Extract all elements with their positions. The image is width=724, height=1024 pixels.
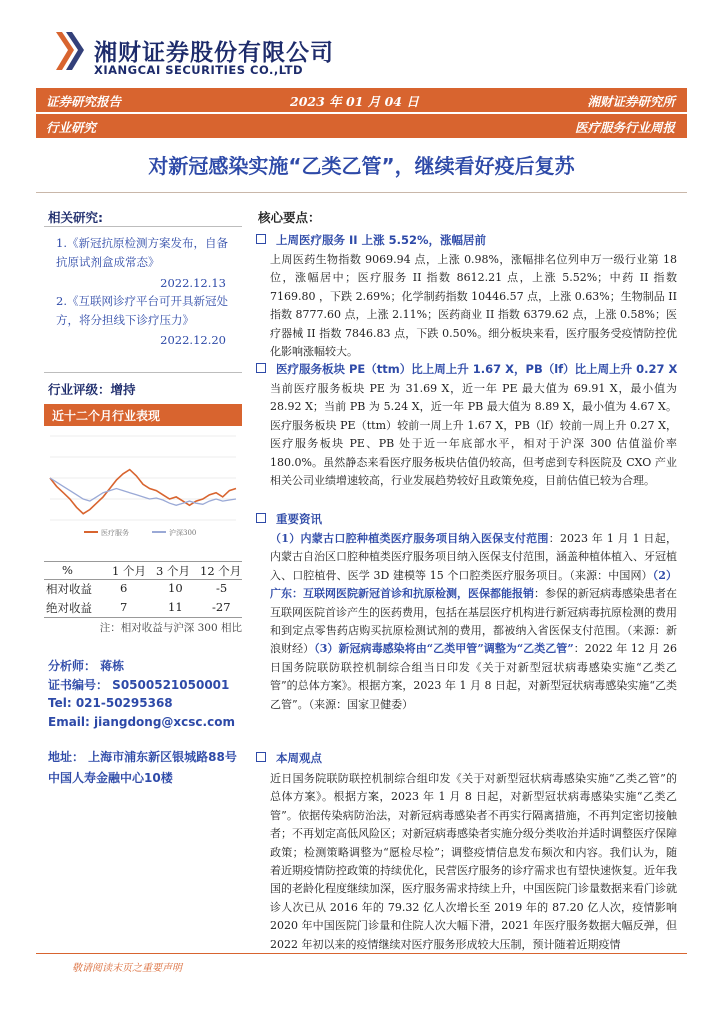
report-date: 2023 年 01 月 04 日 bbox=[290, 94, 419, 109]
related-date: 2022.12.13 bbox=[160, 276, 226, 290]
table-header-cell: 3 个月 bbox=[156, 564, 190, 578]
section-heading: 上周医疗服务 II 上涨 5.52%，涨幅居前 bbox=[276, 233, 486, 247]
news-title: （3）新冠病毒感染将由“乙类甲管”调整为“乙类乙管” bbox=[314, 642, 574, 656]
news-items bbox=[270, 530, 677, 714]
footer-divider bbox=[36, 953, 687, 954]
news-text: ：2022 年 12 月 26 日国务院联防联控机制综合组当日印发《关于对新型冠状病毒感染实施“乙类乙管”的总体方案》。根据方案，2023 年 1 月 8 日起，对新型冠状病毒感染实施“乙类乙管”。（来源：国家卫健委） bbox=[270, 642, 677, 711]
header-band-bottom bbox=[36, 114, 687, 138]
section-text: 近日国务院联防联控机制综合组印发《关于对新型冠状病毒感染实施“乙类乙管”的总体方案》。根据方案，2023 年 1 月 8 日起，对新型冠状病毒感染实施“乙类乙管”。依据传染病防治法，对新冠病毒感染者不再实行隔离措施，不再判定密切接触者；不再划定高低风险区；对新冠病毒感染者实施分级分类收治并适时调整医疗保障政策；检测策略调整为“愿检尽检”；调整疫情信息发布频次和内容。我们认为，随着近期疫情防控政策的持续优化，民营医疗服务的诊疗需求也有望快速恢复。近年我国的老龄化程度继续加深，医疗服务需求持续上升，中国医院门诊量数据来看门诊就诊人次已从 2016 年的 79.32 亿人次增长至 2019 年的 87.20 亿人次，疫情影响 2020 年中国医院门诊量和住院人次大幅下滑，2021 年医疗服务数据大幅反弹，但 2022 年初以来的疫情继续对医疗服务形成较大压制，预计随着近期疫情 bbox=[270, 772, 677, 951]
table-header-cell: 1 个月 bbox=[112, 564, 146, 578]
related-date: 2022.12.20 bbox=[160, 333, 226, 347]
header-band-top bbox=[36, 88, 687, 112]
news-title: （1）内蒙古口腔种植类医疗服务项目纳入医保支付范围 bbox=[270, 532, 549, 545]
company-logo-icon bbox=[52, 30, 86, 72]
chart-legend bbox=[84, 528, 196, 537]
related-link[interactable]: 1.《新冠抗原检测方案发布，自备抗原试剂盒成常态》 bbox=[56, 236, 228, 269]
rating-divider-top bbox=[44, 372, 242, 373]
section-bullet-icon bbox=[256, 234, 266, 244]
table-row-label: 相对收益 bbox=[46, 582, 92, 596]
news-body bbox=[270, 530, 677, 714]
table-cell: 11 bbox=[168, 600, 183, 614]
performance-chart bbox=[44, 428, 242, 546]
related-research-heading: 相关研究: bbox=[48, 210, 103, 225]
table-cell: 10 bbox=[168, 581, 183, 595]
certificate-number: 证书编号： S0500521050001 bbox=[48, 678, 230, 692]
news-text: ：参保的新冠病毒感染患者在互联网医院首诊产生的医药费用，包括在基层医疗机构进行新冠病毒抗原检测的费用和到定点零售药店购买抗原检测试剂的费用，都被纳入省医保支付范围。（来源：新浪财经） bbox=[270, 587, 677, 656]
industry-rating: 行业评级：增持 bbox=[48, 382, 136, 397]
chart-lines bbox=[50, 470, 236, 514]
related-divider bbox=[44, 226, 242, 227]
performance-table bbox=[44, 561, 242, 617]
legend-label-medical: 医疗服务 bbox=[101, 529, 129, 537]
email[interactable]: Email: jiangdong@xcsc.com bbox=[48, 715, 235, 729]
news-text: ：2023 年 1 月 1 日起，内蒙古自治区口腔种植类医疗服务项目纳入医保支付范围，涵盖种植体植入、牙冠植入、口腔植骨、医学 3D 建模等 15 个口腔类医疗服务项目。（来源：中国网） bbox=[270, 532, 677, 582]
company-name-cn: 湘财证券股份有限公司 bbox=[94, 40, 334, 66]
report-series: 医疗服务行业周报 bbox=[574, 120, 675, 135]
section-bullet-icon bbox=[256, 363, 266, 373]
series-line-hs300 bbox=[50, 478, 236, 505]
section-heading: 医疗服务板块 PE（ttm）比上周上升 1.67 X，PB（lf）比上周上升 0.27 X bbox=[276, 362, 678, 376]
series-line-medical-service bbox=[50, 470, 236, 514]
section-text: 上周医药生物指数 9069.94 点，上涨 0.98%，涨幅排名位列申万一级行业第 18 位，涨幅居中；医疗服务 II 指数 8612.21 点，上涨 5.52%；中药 II 指数 7169.80 ，下跌 2.69%；化学制药指数 10446.57 点，上涨 0.63%；生物制品 II 指数 8777.60 点，上涨 2.11%；医药商业 II 指数 6379.62 点，上涨 0.58%；医疗器械 II 指数 7846.83 点，下跌 0.50%。细分板块来看，医疗服务受疫情防控优化影响涨幅较大。 bbox=[270, 253, 677, 359]
footer-disclaimer[interactable]: 敬请阅读末页之重要声明 bbox=[72, 963, 182, 974]
chart-title: 近十二个月行业表现 bbox=[52, 409, 161, 423]
section-text: 当前医疗服务板块 PE 为 31.69 X，近一年 PE 最大值为 69.91 X，最小值为 28.92 X；当前 PB 为 5.24 X，近一年 PB 最大值为 8.89 X，最小值为 4.67 X。医疗服务板块 PE（ttm）较前一周上升 1.67 X，PB（lf）较前一周上升 0.27 X，医疗服务板块 PE、PB 处于近一年底部水平，相对于沪深 300 估值溢价率 180.0%。虽然静态来看医疗服务板块估值仍较高，但考虑到专科医院及 CXO 产业相关公司业绩增速较高，行业发展趋势较好且政策免疫，目前估值已较为合理。 bbox=[270, 382, 677, 488]
report-type: 证券研究报告 bbox=[46, 94, 122, 109]
section-bullet-icon bbox=[256, 513, 266, 523]
section-body bbox=[270, 770, 677, 951]
report-category: 行业研究 bbox=[46, 120, 97, 135]
table-cell: -27 bbox=[212, 600, 231, 614]
section-body bbox=[270, 251, 677, 361]
section-heading: 本周观点 bbox=[276, 751, 322, 765]
table-header-cell: % bbox=[62, 563, 73, 577]
table-rule-bottom bbox=[44, 617, 242, 618]
section-bullet-icon bbox=[256, 752, 266, 762]
telephone: Tel: 021-50295368 bbox=[48, 696, 173, 710]
table-note: 注：相对收益与沪深 300 相比 bbox=[99, 622, 242, 634]
title-divider bbox=[36, 192, 687, 193]
news-title: （2）广东：互联网医院新冠首诊和抗原检测，医保都能报销 bbox=[270, 568, 677, 601]
table-cell: 6 bbox=[120, 581, 128, 595]
table-cell: 7 bbox=[120, 600, 128, 614]
address-line-2: 中国人寿金融中心10楼 bbox=[48, 771, 173, 785]
institute-name: 湘财证券研究所 bbox=[587, 94, 675, 109]
related-link[interactable]: 2.《互联网诊疗平台可开具新冠处方，将分担线下诊疗压力》 bbox=[56, 294, 228, 327]
chart-grid bbox=[50, 436, 236, 520]
core-points-heading: 核心要点： bbox=[258, 210, 321, 225]
section-heading: 重要资讯 bbox=[276, 512, 322, 526]
address-line-1: 地址： 上海市浦东新区银城路88号 bbox=[48, 750, 237, 764]
table-rule-mid bbox=[44, 579, 242, 580]
table-row-label: 绝对收益 bbox=[46, 601, 92, 615]
table-rule-top bbox=[44, 561, 242, 562]
chart-title-banner bbox=[44, 404, 242, 426]
legend-label-hs300: 沪深300 bbox=[169, 529, 197, 537]
table-header-cell: 12 个月 bbox=[200, 564, 242, 578]
section-body bbox=[270, 380, 677, 490]
page-title: 对新冠感染实施“乙类乙管”，继续看好疫后复苏 bbox=[148, 154, 575, 178]
table-cell: -5 bbox=[216, 581, 228, 595]
company-name-en: XIANGCAI SECURITIES CO.,LTD bbox=[94, 63, 304, 77]
analyst-name: 分析师： 蒋栋 bbox=[48, 659, 125, 673]
